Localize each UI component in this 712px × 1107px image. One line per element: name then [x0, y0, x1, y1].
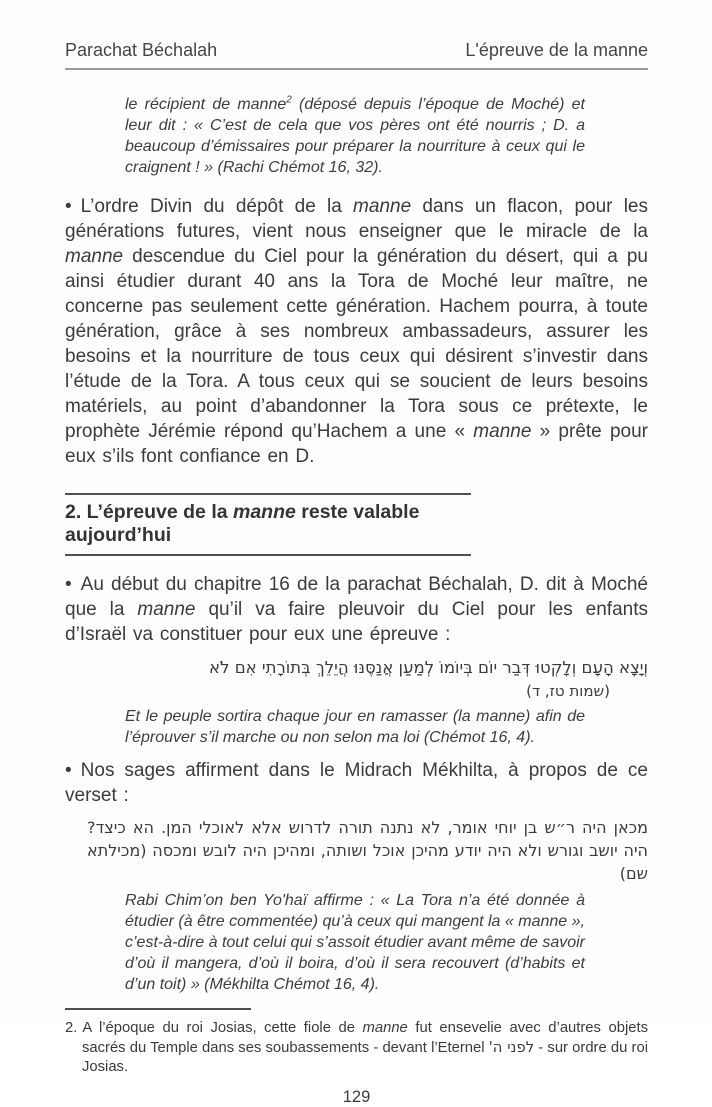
hebrew-verse-citation: (שמות טז, ד): [526, 682, 610, 700]
footnote-number: 2.: [65, 1020, 78, 1036]
page-number: 129: [342, 1088, 371, 1106]
midrash-translation: Rabi Chim’on ben Yo'haï affirme : « La Tora n’a été donnée à étudier (à être commentée) qu’à ceux qui mangent la « manne », c’est-à-dire à tout celui qui s’assoit étudier avant même de savoir d’où il mangera, d’où il boira, d’où il sera recouvert (d’habits et d’un toit) » (Mékhilta Chémot 16, 4).: [125, 892, 585, 993]
footnote: [65, 1019, 648, 1077]
bullet-icon: •: [65, 760, 72, 781]
paragraph-ordre-divin-text: L’ordre Divin du dépôt de la manne dans un flacon, pour les générations futures, vient nous enseigner que le miracle de la manne descendue du Ciel pour la génération du désert, qui a pu ainsi étudier durant 40 ans la Tora de Moché leur maître, ne concerne pas seulement cette génération. Hachem pourra, à toute génération, grâce à ses nombreux ambassadeurs, assurer les besoins et la nourriture de tous ceux qui désirent s’investir dans l’étude de la Tora. A tous ceux qui se soucient de leurs besoins matériels, au point d’abandonner la Tora sous ce prétexte, le prophète Jérémie répond qu’Hachem a une « manne » prête pour eux s’ils font confiance en D.: [65, 196, 648, 467]
section-heading: 2. L’épreuve de la manne reste valable aujourd’hui: [65, 493, 471, 556]
verse-translation: Et le peuple sortira chaque jour en ramasser (la manne) afin de l’éprouver s’il marche ou non selon ma loi (Chémot 16, 4).: [125, 708, 585, 746]
running-header-right: L'épreuve de la manne: [465, 40, 648, 60]
paragraph-au-debut: [65, 572, 648, 647]
paragraph-au-debut-text: Au début du chapitre 16 de la parachat Béchalah, D. dit à Moché que la manne qu’il va faire pleuvoir du Ciel pour les enfants d’Israël va constituer pour eux une épreuve :: [65, 574, 648, 645]
paragraph-nos-sages-text: Nos sages affirment dans le Midrach Mékhilta, à propos de ce verset :: [65, 760, 648, 806]
running-header: [65, 40, 648, 61]
paragraph-nos-sages: [65, 758, 648, 808]
footnote-divider: [65, 1008, 251, 1010]
paragraph-ordre-divin: [65, 194, 648, 469]
bullet-icon: •: [65, 196, 72, 217]
rachi-quote: le récipient de manne$^2$ (déposé depuis l’époque de Moché) et leur dit : « C’est de cela que vos pères ont été nourris ; D. a beaucoup d’émissaires pour préparer la nourriture à ceux qui le craignent ! » (Rachi Chémot 16, 32).: [125, 94, 586, 176]
running-header-left: Parachat Béchalah: [65, 40, 218, 60]
bullet-icon: •: [65, 574, 72, 595]
midrash-hebrew-quote: מכאן היה ר״ש בן יוחי אומר, לא נתנה תורה לדרוש אלא לאוכלי המן. הא כיצד? היה יושב וגורש ולא היה יודע מהיכן אוכל ושותה, ומהיכן היה לובש ומכסה (מכילתא שם): [87, 818, 648, 883]
header-rule: [65, 68, 648, 70]
hebrew-verse: וְיָצָא הָעָם וְלָקְטוּ דְּבַר יוֹם בְּיוֹמוֹ לְמַעַן אֲנַסֶּנּוּ הֲיֵלֵךְ בְּתוֹרָתִי אִם לֹא: [209, 658, 648, 677]
footnote-text: A l’époque du roi Josias, cette fiole de manne fut ensevelie avec d’autres objets sacrés du Temple dans ses soubassements - devant l’Eternel לפני ה' - sur ordre du roi Josias.: [82, 1020, 648, 1075]
